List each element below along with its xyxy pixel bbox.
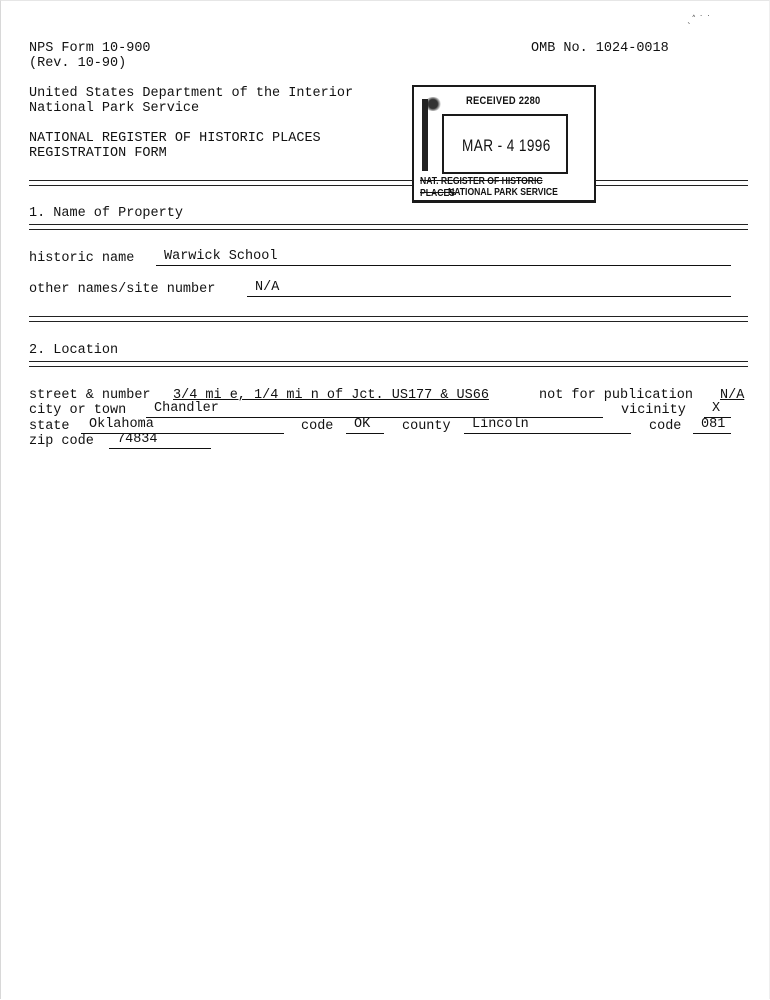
state-code-label: code — [301, 419, 334, 434]
county-code-value: 081 — [701, 417, 726, 432]
section-divider — [29, 224, 748, 230]
state-code-value: OK — [354, 417, 371, 432]
section-divider — [29, 316, 748, 322]
scan-specks: ˎ˄ ˙ ˙ — [687, 15, 711, 25]
vicinity-label: vicinity — [621, 403, 686, 418]
other-names-field — [247, 281, 731, 297]
other-names-value: N/A — [255, 280, 280, 295]
other-names-label: other names/site number — [29, 282, 216, 297]
section1-heading: 1. Name of Property — [29, 206, 183, 221]
section-divider — [29, 180, 748, 186]
not-for-publication-value: N/A — [720, 388, 745, 403]
state-label: state — [29, 419, 70, 434]
stamp-received: RECEIVED 2280 — [466, 95, 541, 107]
form-number: NPS Form 10-900 — [29, 41, 151, 56]
county-value: Lincoln — [472, 417, 529, 432]
section-divider — [29, 361, 748, 367]
form-title: NATIONAL REGISTER OF HISTORIC PLACES — [29, 131, 321, 146]
zip-value: 74834 — [117, 432, 158, 447]
omb-number: OMB No. 1024-0018 — [531, 41, 669, 56]
zip-label: zip code — [29, 434, 94, 449]
state-value: Oklahoma — [89, 417, 154, 432]
city-field — [146, 402, 603, 418]
stamp-org-line1: NAT. REGISTER OF HISTORIC PLACES — [420, 175, 543, 199]
vicinity-value: X — [712, 401, 721, 416]
county-field — [464, 418, 631, 434]
service-name: National Park Service — [29, 101, 200, 116]
department-name: United States Department of the Interior — [29, 86, 354, 101]
vicinity-field — [704, 402, 731, 418]
form-subtitle: REGISTRATION FORM — [29, 146, 167, 161]
historic-name-value: Warwick School — [164, 249, 278, 264]
state-code-field — [346, 418, 384, 434]
street-value: 3/4 mi e, 1/4 mi n of Jct. US177 & US66 — [173, 388, 489, 403]
stamp-org-line2: NATIONAL PARK SERVICE — [448, 186, 558, 198]
form-revision: (Rev. 10-90) — [29, 56, 127, 71]
historic-name-label: historic name — [29, 251, 135, 266]
received-stamp — [412, 85, 596, 203]
not-for-publication-label: not for publication — [539, 388, 693, 403]
street-label: street & number — [29, 388, 151, 403]
city-label: city or town — [29, 403, 127, 418]
stamp-bar — [422, 99, 428, 171]
city-value: Chandler — [154, 401, 219, 416]
historic-name-field — [156, 250, 731, 266]
county-code-field — [693, 418, 731, 434]
section2-heading: 2. Location — [29, 343, 119, 358]
zip-field — [109, 433, 211, 449]
county-label: county — [402, 419, 451, 434]
stamp-date: MAR - 4 1996 — [462, 136, 551, 155]
county-code-label: code — [649, 419, 682, 434]
